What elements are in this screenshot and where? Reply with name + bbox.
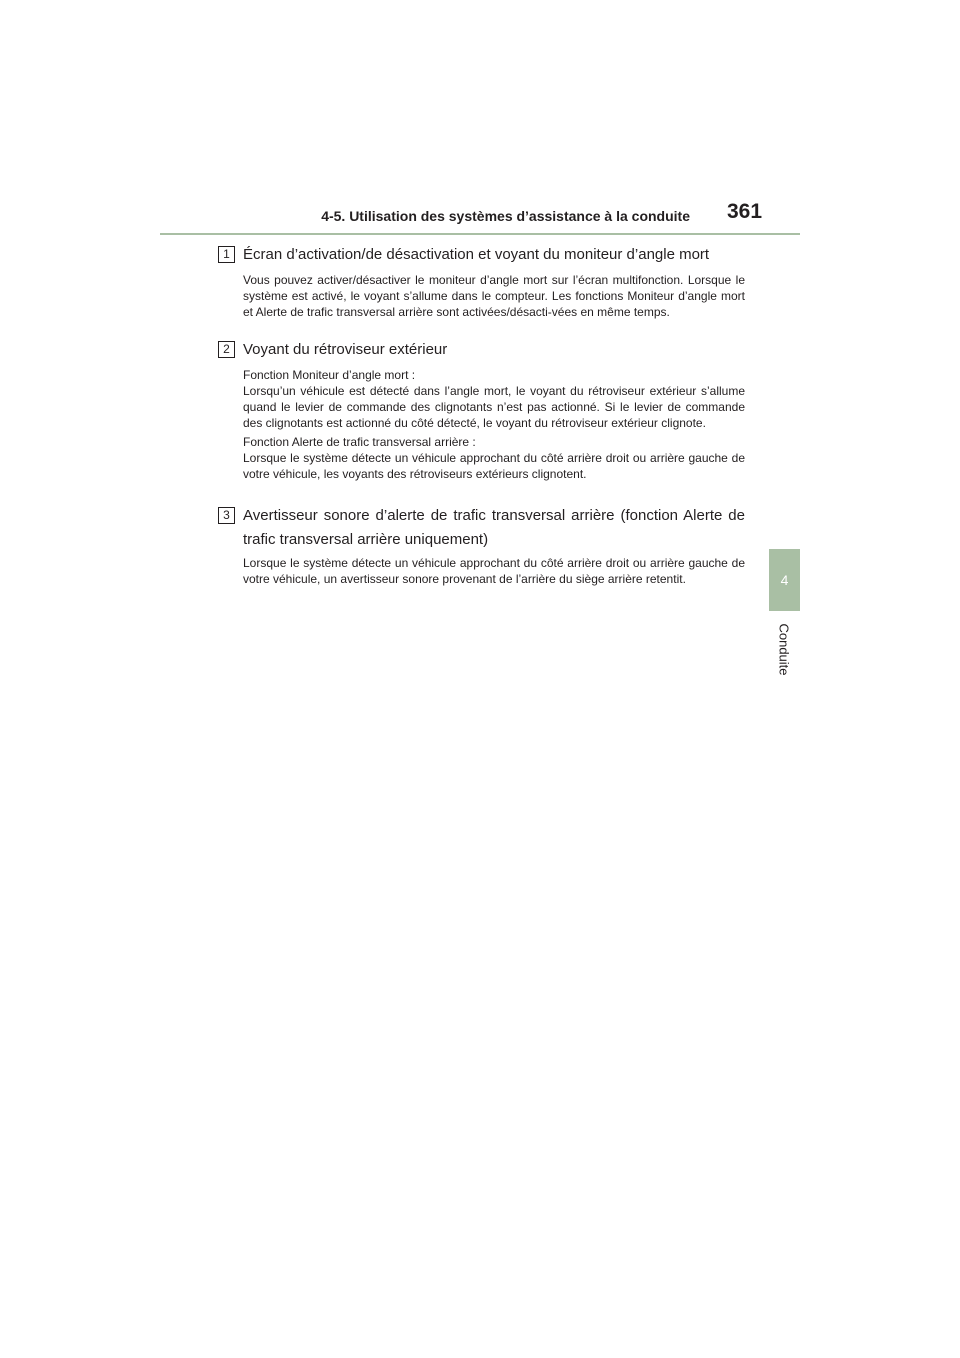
chapter-tab [769, 549, 800, 611]
section-marker-3: 3 [218, 507, 235, 524]
paragraph: Fonction Moniteur d’angle mort : [243, 368, 416, 382]
section-body-3 [243, 555, 745, 587]
section-heading-3: Avertisseur sonore d’alerte de trafic transversal arrière (fonction Alerte de trafic transversal arrière uniquement) [243, 507, 745, 548]
paragraph: Fonction Alerte de trafic transversal arrière : [243, 435, 476, 449]
section-heading-2: Voyant du rétroviseur extérieur [243, 341, 448, 358]
page-number: 361 [727, 200, 763, 223]
section-body-1 [243, 272, 745, 320]
paragraph: Lorsqu’un véhicule est détecté dans l’angle mort, le voyant du rétroviseur extérieur s’allume quand le levier de commande des clignotants n’est pas actionné. Si le levier de commande des clignotants est actionné du côté détecté, le voyant du rétroviseur extérieur clignote. [243, 384, 745, 430]
section-body-2 [243, 367, 745, 482]
paragraph: Lorsque le système détecte un véhicule approchant du côté arrière droit ou arrière gauche de votre véhicule, un avertisseur sonore provenant de l’arrière du siège arrière retentit. [243, 556, 745, 586]
section-heading-1: Écran d’activation/de désactivation et voyant du moniteur d’angle mort [243, 246, 710, 263]
header-divider [160, 233, 800, 235]
paragraph: Vous pouvez activer/désactiver le moniteur d’angle mort sur l’écran multifonction. Lorsque le système est activé, le voyant s’allume dans le compteur. Les fonctions Moniteur d’angle mort et Alerte de trafic transversal arrière sont activées/désacti-vées en même temps. [243, 273, 745, 319]
chapter-label [769, 618, 800, 680]
section-title: 4-5. Utilisation des systèmes d’assistance à la conduite [321, 208, 690, 224]
chapter-label-text: Conduite [777, 622, 793, 676]
section-marker-1: 1 [218, 246, 235, 263]
chapter-number: 4 [780, 572, 789, 588]
section-marker-2: 2 [218, 341, 235, 358]
paragraph: Lorsque le système détecte un véhicule approchant du côté arrière droit ou arrière gauche de votre véhicule, les voyants des rétroviseurs extérieurs clignotent. [243, 451, 745, 481]
